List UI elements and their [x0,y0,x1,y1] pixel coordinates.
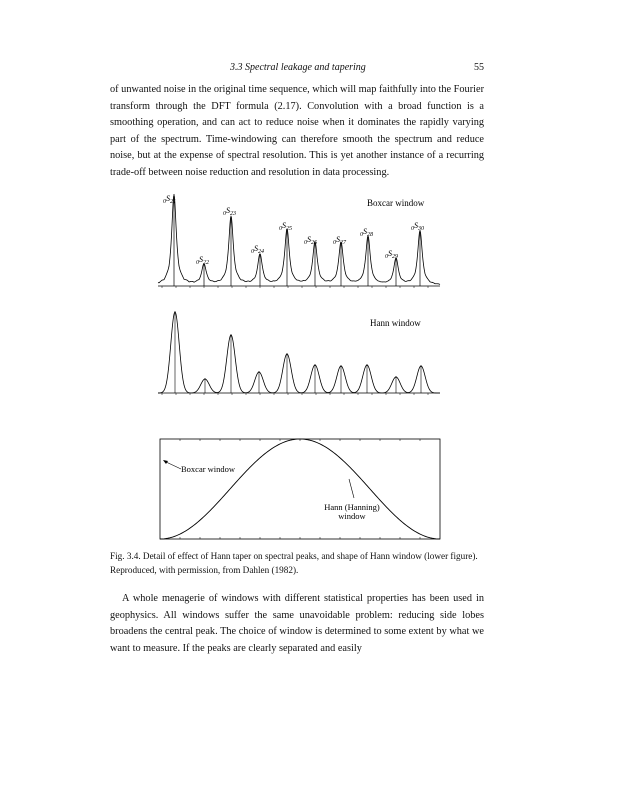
figure-caption: Fig. 3.4. Detail of effect of Hann taper on spectral peaks, and shape of Hann window (lower figure). Reproduced, with permission, from Dahlen (1982). [110,551,478,575]
hann-window-label-line2: window [338,511,366,521]
boxcar-spectrum-panel [158,194,440,288]
mode-index: 21 [170,199,176,205]
mode-label-0s22 [196,255,209,266]
boxcar-arrowhead [163,460,168,464]
mode-label-0s29 [385,249,398,260]
mode-letter: S [166,194,170,203]
svg-text:0S22: $_0S_{22}$ [196,255,209,266]
mode-label-0s24 [251,244,264,255]
svg-text:0S27: $_0S_{27}$ [333,235,346,246]
mode-label-0s30 [411,221,424,232]
hann-label-arrow [349,479,354,498]
running-title: 3.3 Spectral leakage and tapering [230,62,366,73]
middle-panel-title: Hann window [370,318,421,328]
mode-label-0s23 [223,206,236,217]
hann-spectrum-panel [158,311,440,395]
mode-label-0s26 [304,235,317,246]
svg-text:0S25: $_0S_{25}$ [279,221,292,232]
svg-text:0S30: $_0S_{30}$ [411,221,424,232]
boxcar-window-label: Boxcar window [181,464,236,474]
mode-label-0s27 [333,235,347,246]
boxcar-spectrum-curve [158,195,440,284]
body-paragraph-bottom: A whole menagerie of windows with different statistical properties has been used in geophysics. All windows suffer the same unavoidable problem: reducing side lobes broadens the central peak. The choice of window is determined to some extent by what we want to measure. If the peaks are clearly separated and easily [110,593,484,654]
top-panel-title: Boxcar window [367,198,425,208]
body-paragraph-top: of unwanted noise in the original time sequence, which will map faithfully into the Fourier transform through the DFT formula (2.17). Convolution with a broad function is a smoothing operation, and can act to reduce noise when it dominates the rapidly varying part of the spectrum. Time-windowing can therefore smooth the spectrum and reduce noise, but at the expense of spectral resolution. This is yet another instance of a recurring trade-off between noise reduction and resolution in data processing. [110,84,484,178]
svg-text:0S28: $_0S_{28}$ [360,227,373,238]
window-panel-frame [160,439,440,539]
mode-label-0s25 [279,221,292,232]
window-shape-panel [160,439,440,539]
svg-text:0S29: $_0S_{29}$ [385,249,398,260]
window-panel-ticks [180,439,420,539]
svg-text:0S26: $_0S_{26}$ [304,235,317,246]
mode-label-0s28 [360,227,373,238]
svg-text:0S23: $_0S_{23}$ [223,206,236,217]
mode-prefix: 0 [163,199,166,205]
hann-window-label-line1: Hann (Hanning) [324,502,380,512]
hann-window-curve [160,439,440,539]
page-number: 55 [474,62,484,73]
svg-text:0S24: $_0S_{24}$ [251,244,264,255]
